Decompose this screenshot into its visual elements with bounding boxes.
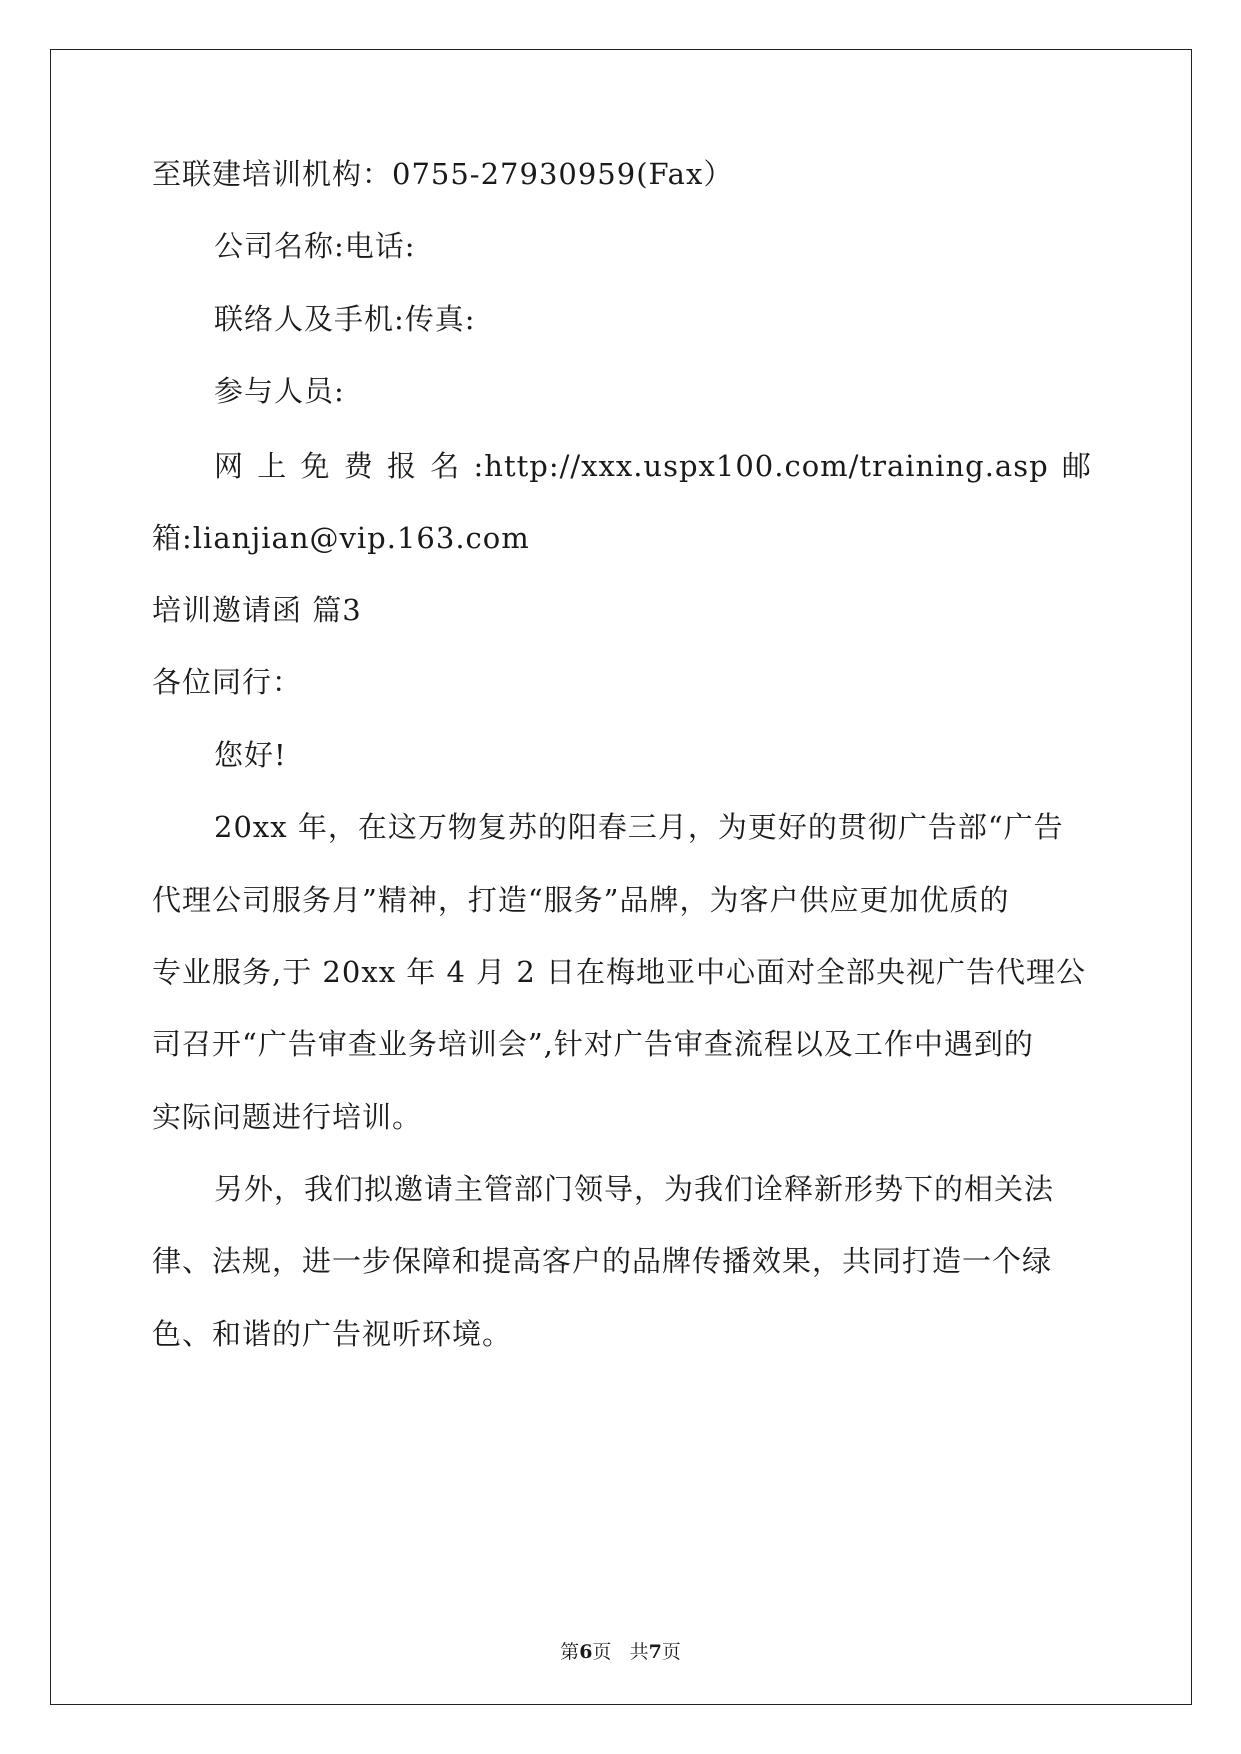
para1-line: 实际问题进行培训。 [152,1100,423,1134]
page-border [50,49,1192,1705]
reg-char: 费 [343,449,374,483]
para2-line: 另外，我们拟邀请主管部门领导，为我们诠释新形势下的相关法 [214,1172,1055,1206]
reg-char: 免 [300,449,331,483]
company-phone-line: 公司名称:电话: [214,229,416,263]
para2-line: 律、法规，进一步保障和提高客户的品牌传播效果，共同打造一个绿 [152,1244,1053,1278]
attendees-line: 参与人员: [214,374,345,408]
section-title: 培训邀请函 篇3 [152,593,362,627]
reg-char: 上 [257,449,288,483]
reg-char: 邮 [1061,449,1092,483]
total-pages: 7 [648,1641,662,1663]
para1-line: 司召开“广告审查业务培训会”,针对广告审查流程以及工作中遇到的 [152,1027,1034,1061]
salutation: 各位同行： [152,665,303,699]
para2-line: 色、和谐的广告视听环境。 [152,1317,513,1351]
greeting: 您好! [214,738,287,772]
reg-char: 名 [430,449,461,483]
para1-line: 20xx 年，在这万物复苏的阳春三月，为更好的贯彻广告部“广告 [214,810,1064,844]
registration-url: :http://xxx.uspx100.com/training.asp [473,449,1049,483]
total-suffix: 页 [661,1641,681,1663]
total-prefix: 共 [629,1641,649,1663]
contact-header: 至联建培训机构：0755-27930959(Fax） [152,157,734,191]
online-registration-line [214,446,1092,486]
reg-char: 网 [214,449,245,483]
reg-char: 报 [387,449,418,483]
page-footer [0,1640,1241,1664]
page-number: 6 [579,1641,593,1663]
contact-fax-line: 联络人及手机:传真: [214,302,476,336]
page-prefix: 第 [560,1641,580,1663]
email-line: 箱:lianjian@vip.163.com [152,521,530,555]
page-suffix: 页 [592,1641,612,1663]
para1-line: 代理公司服务月”精神，打造“服务”品牌，为客户供应更加优质的 [152,883,1010,917]
para1-line: 专业服务,于 20xx 年 4 月 2 日在梅地亚中心面对全部央视广告代理公 [152,955,1087,989]
